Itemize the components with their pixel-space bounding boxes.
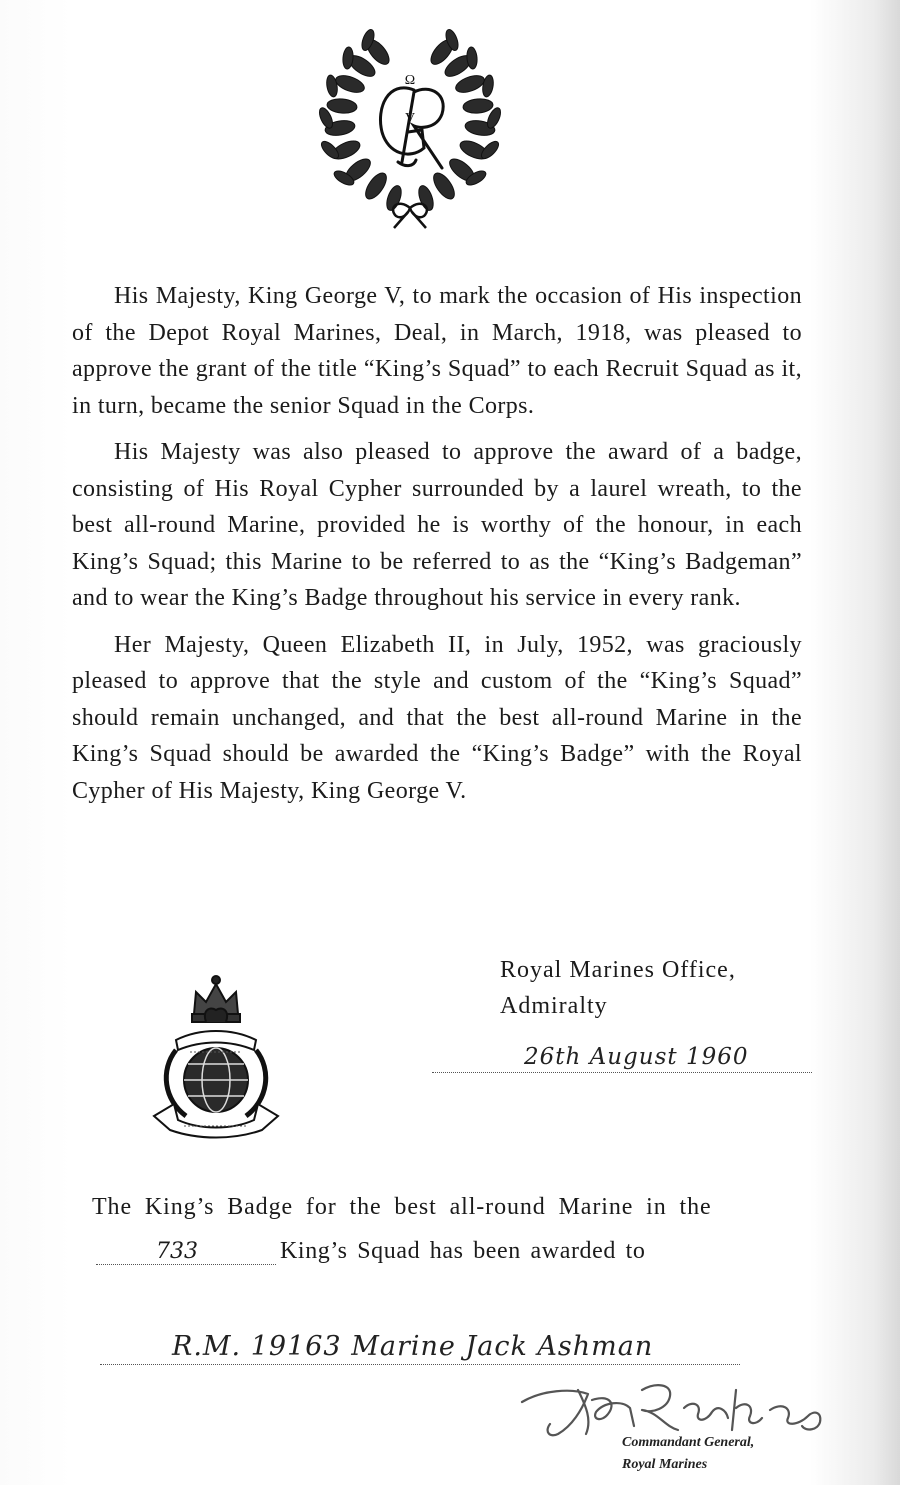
signatory-title: [622, 1432, 754, 1476]
issuing-office: [500, 952, 736, 1024]
date-value: 26th August 1960: [524, 1044, 749, 1070]
squad-text: King’s Squad has been awarded to: [280, 1238, 646, 1264]
date-field: [432, 1036, 812, 1073]
paragraph-king-george-inspection: His Majesty, King George V, to mark the occasion of His inspection of the Depot Royal Marines, Deal, in March, 1918, was pleased to approve the grant of the title “King’s Squad” to each Recruit Squad as it, in turn, became the senior Squad in the Corps.: [72, 283, 802, 419]
royal-cypher-wreath-icon: [318, 22, 502, 232]
squad-number: 733: [156, 1239, 198, 1264]
award-statement: The King’s Badge for the best all-round Marine in the: [92, 1194, 712, 1220]
svg-text:Ω: Ω: [404, 73, 416, 88]
paragraph-queen-elizabeth: Her Majesty, Queen Elizabeth II, in July, 1952, was graciously pleased to approve that the style and custom of the “King’s Squad” should remain unchanged, and that the best all-round Marine in the King’s Squad should be awarded the “King’s Badge” with the Royal Cypher of His Majesty, King George V.: [72, 631, 802, 804]
office-name: Royal Marines Office,: [500, 957, 736, 983]
certificate-body: [72, 278, 802, 819]
squad-line: [96, 1236, 645, 1272]
signatory-title-line1: Commandant General,: [622, 1435, 755, 1450]
royal-marines-globe-and-laurel-icon: [150, 970, 282, 1140]
svg-text:V: V: [404, 111, 416, 126]
paragraph-badge-award: His Majesty was also pleased to approve the award of a badge, consisting of His Royal Cypher surrounded by a laurel wreath, to the best all-round Marine, provided he is worthy of the honour, in each King’s Squad; this Marine to be referred to as the “King’s Badgeman” and to wear the King’s Badge throughout his service in every rank.: [72, 439, 802, 611]
recipient-field: [100, 1322, 740, 1365]
squad-number-field: [96, 1236, 276, 1265]
office-location: Admiralty: [500, 993, 608, 1019]
recipient-name: R.M. 19163 Marine Jack Ashman: [172, 1331, 654, 1362]
signatory-title-line2: Royal Marines: [622, 1457, 708, 1472]
